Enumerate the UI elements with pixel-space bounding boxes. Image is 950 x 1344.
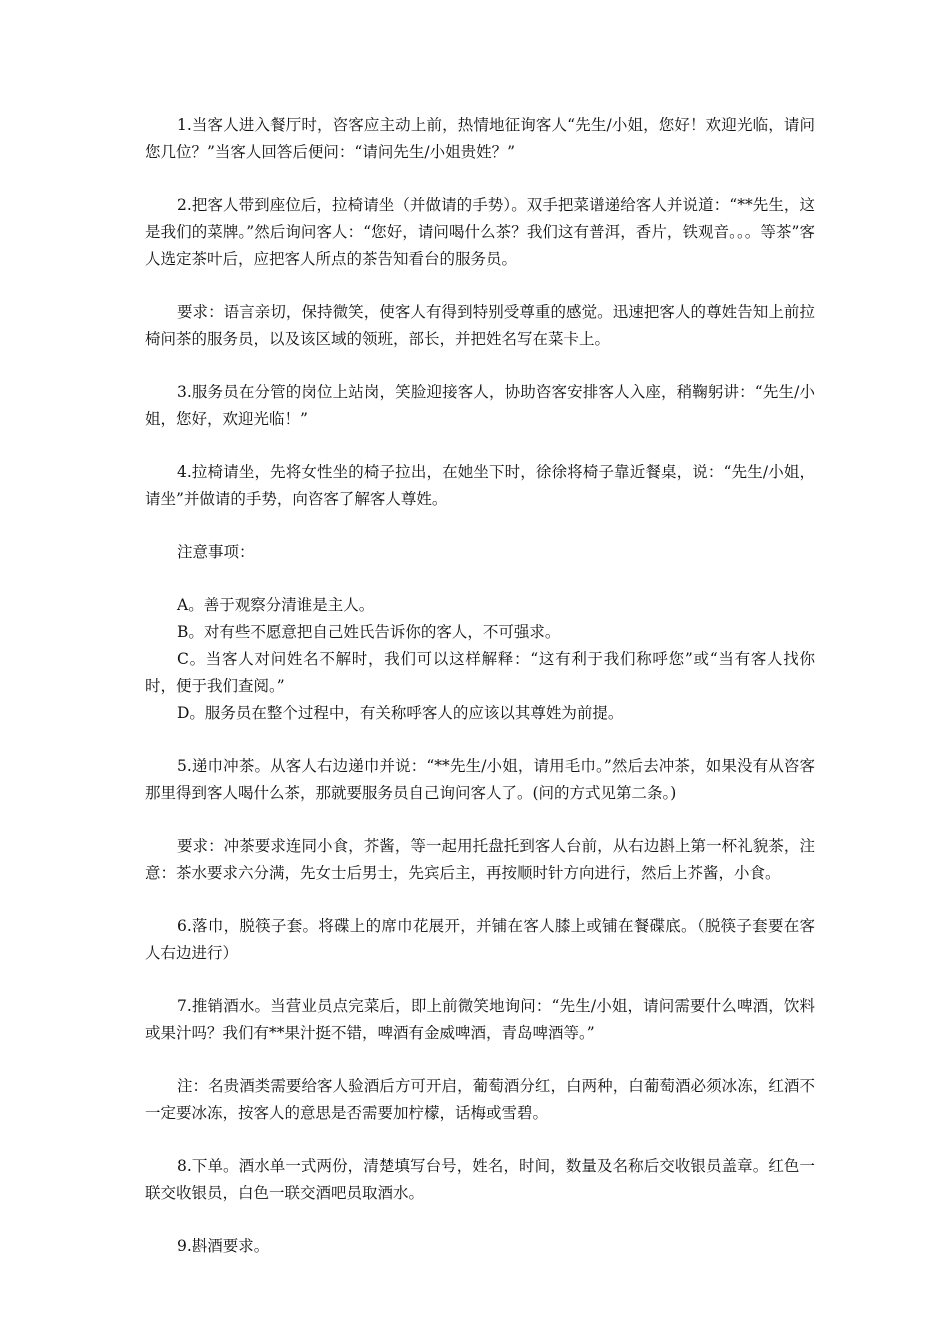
paragraph-2: 2.把客人带到座位后，拉椅请坐（并做请的手势）。双手把菜谱递给客人并说道：“**先生，这是我们的菜牌。”然后询问客人：“您好，请问喝什么茶？我们这有普洱，香片，铁观音。。。等茶”客人选定茶叶后，应把客人所点的茶告知看台的服务员。	[145, 196, 815, 268]
note-c: C。当客人对问姓名不解时，我们可以这样解释：“这有利于我们称呼您”或“当有客人找你时，便于我们查阅。”	[145, 650, 815, 695]
note-a: A。善于观察分清谁是主人。	[177, 596, 375, 614]
paragraph-9: 9.斟酒要求。	[177, 1237, 270, 1255]
paragraph-1: 1.当客人进入餐厅时，咨客应主动上前，热情地征询客人“先生/小姐，您好！欢迎光临，请问您几位？”当客人回答后便问：“请问先生/小姐贵姓？”	[145, 116, 815, 161]
paragraph-6: 6.落巾，脱筷子套。将碟上的席巾花展开，并铺在客人膝上或铺在餐碟底。（脱筷子套要在客人右边进行）	[145, 917, 815, 962]
paragraph-note-wine: 注：名贵酒类需要给客人验酒后方可开启，葡萄酒分红，白两种，白葡萄酒必须冰冻，红酒不一定要冰冻，按客人的意思是否需要加柠檬，话梅或雪碧。	[145, 1077, 815, 1122]
paragraph-5: 5.递巾冲茶。从客人右边递巾并说：“**先生/小姐，请用毛巾。”然后去冲茶，如果没有从咨客那里得到客人喝什么茶，那就要服务员自己询问客人了。(问的方式见第二条。)	[145, 757, 815, 802]
paragraph-4: 4.拉椅请坐，先将女性坐的椅子拉出，在她坐下时，徐徐将椅子靠近餐桌，说：“先生/小姐，请坐”并做请的手势，向咨客了解客人尊姓。	[145, 463, 815, 508]
note-d: D。服务员在整个过程中，有关称呼客人的应该以其尊姓为前提。	[177, 704, 624, 722]
paragraph-requirement-1: 要求：语言亲切，保持微笑，使客人有得到特别受尊重的感觉。迅速把客人的尊姓告知上前拉椅问茶的服务员，以及该区域的领班，部长，并把姓名写在菜卡上。	[145, 303, 815, 348]
paragraph-requirement-2: 要求：冲茶要求连同小食，芥酱，等一起用托盘托到客人台前，从右边斟上第一杯礼貌茶，注意：茶水要求六分满，先女士后男士，先宾后主，再按顺时针方向进行，然后上芥酱，小食。	[145, 837, 815, 882]
note-b: B。对有些不愿意把自己姓氏告诉你的客人，不可强求。	[177, 623, 561, 641]
paragraph-8: 8.下单。酒水单一式两份，清楚填写台号，姓名，时间，数量及名称后交收银员盖章。红色一联交收银员，白色一联交酒吧员取酒水。	[145, 1157, 815, 1202]
paragraph-3: 3.服务员在分管的岗位上站岗，笑脸迎接客人，协助咨客安排客人入座，稍鞠躬讲：“先生/小姐，您好，欢迎光临！”	[145, 383, 815, 428]
document-body	[145, 112, 815, 1260]
notes-heading: 注意事项：	[177, 543, 255, 561]
paragraph-7: 7.推销酒水。当营业员点完菜后，即上前微笑地询问：“先生/小姐，请问需要什么啤酒，饮料或果汁吗？我们有**果汁挺不错，啤酒有金威啤酒，青岛啤酒等。”	[145, 997, 815, 1042]
